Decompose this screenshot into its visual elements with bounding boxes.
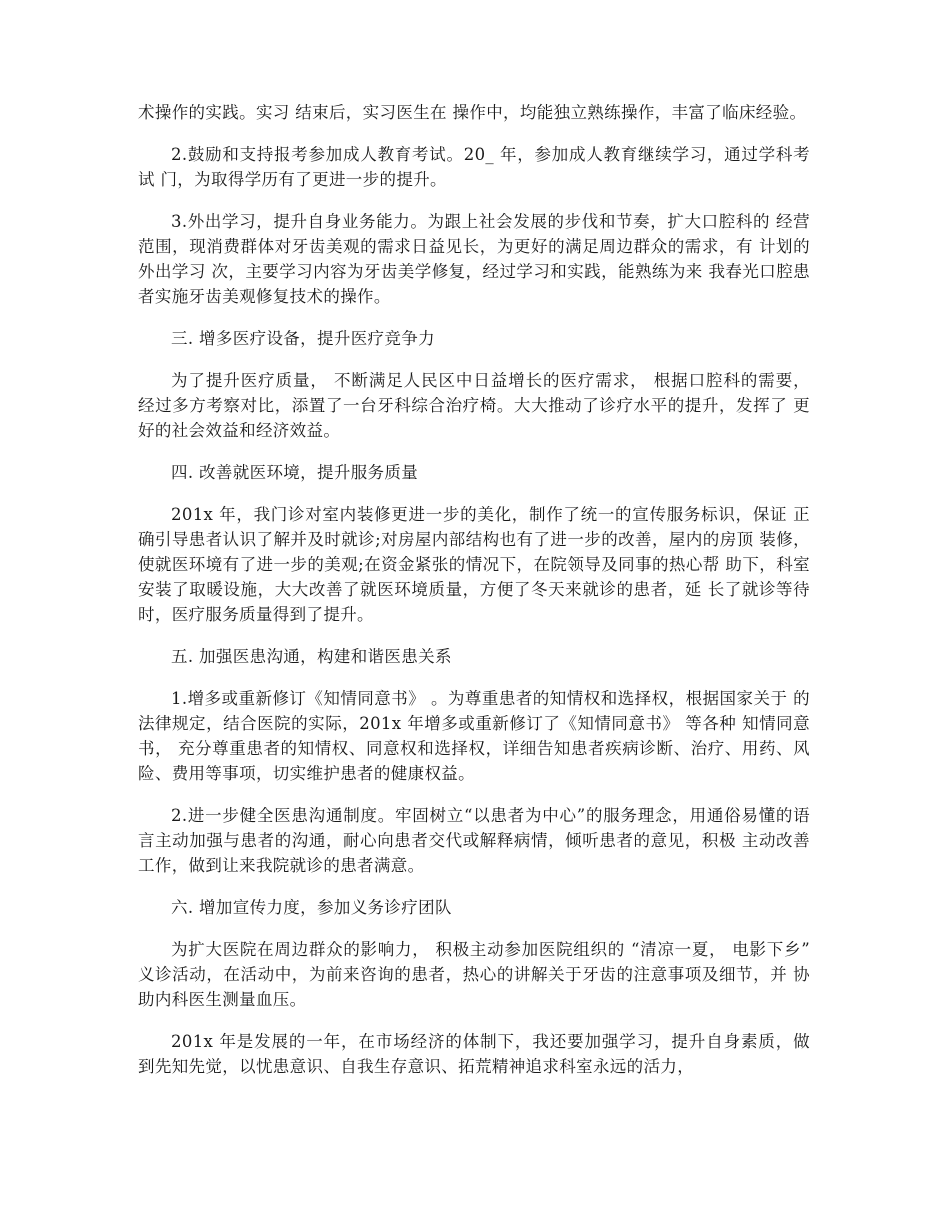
paragraph-communication-system: 2.进一步健全医患沟通制度。牢固树立“以患者为中心”的服务理念，用通俗易懂的语言主动加强与患者的沟通，耐心向患者交代或解释病情，倾听患者的意见，积极 主动改善工作，做到让来我院就诊的患者满意。 [138, 806, 810, 875]
section-heading-environment: 四. 改善就医环境，提升服务质量 [171, 463, 419, 482]
section-heading-publicity: 六. 增加宣传力度，参加义务诊疗团队 [171, 898, 452, 917]
paragraph-consent-forms: 1.增多或重新修订《知情同意书》 。为尊重患者的知情权和选择权，根据国家关于 的法律规定，结合医院的实际，201x 年增多或重新修订了《知情同意书》 等各种 知情同意书， 充分尊重患者的知情权、同意权和选择权，详细告知患者疾病诊断、治疗、用药、风险、费用等事项，切实维护患者的健康权益。 [138, 689, 810, 783]
paragraph-continuation: 术操作的实践。实习 结束后，实习医生在 操作中，均能独立熟练操作，丰富了临床经验。 [138, 103, 807, 122]
paragraph-volunteer-clinic: 为扩大医院在周边群众的影响力， 积极主动参加医院组织的 “清凉一夏， 电影下乡” 义诊活动，在活动中，为前来咨询的患者，热心的讲解关于牙齿的注意事项及细节，并 协助内科医生测量血压。 [138, 940, 810, 1009]
paragraph-adult-education: 2.鼓励和支持报考参加成人教育考试。20_ 年，参加成人教育继续学习，通过学科考试 门，为取得学历有了更进一步的提升。 [138, 145, 810, 189]
paragraph-outlook: 201x 年是发展的一年，在市场经济的体制下，我还要加强学习，提升自身素质，做 到先知先觉，以忧患意识、自我生存意识、拓荒精神追求科室永远的活力， [138, 1032, 810, 1076]
paragraph-external-study: 3.外出学习，提升自身业务能力。为跟上社会发展的步伐和节奏，扩大口腔科的 经营范围，现消费群体对牙齿美观的需求日益见长，为更好的满足周边群众的需求，有 计划的外出学习 次，主要学习内容为牙齿美学修复，经过学习和实践，能熟练为来 我春光口腔患者实施牙齿美观修复技术的操作。 [138, 212, 810, 306]
paragraph-environment: 201x 年，我门诊对室内装修更进一步的美化，制作了统一的宣传服务标识，保证 正确引导患者认识了解并及时就诊;对房屋内部结构也有了进一步的改善，屋内的房顶 装修，使就医环境有了进一步的美观;在资金紧张的情况下，在院领导及同事的热心帮 助下，科室安装了取暖设施，大大改善了就医环境质量，方便了冬天来就诊的患者，延 长了就诊等待时，医疗服务质量得到了提升。 [138, 505, 810, 624]
section-heading-equipment: 三. 增多医疗设备，提升医疗竞争力 [171, 329, 435, 348]
document-body [138, 100, 810, 1096]
section-heading-communication: 五. 加强医患沟通，构建和谐医患关系 [171, 647, 452, 666]
paragraph-equipment: 为了提升医疗质量， 不断满足人民区中日益增长的医疗需求， 根据口腔科的需要， 经过多方考察对比，添置了一台牙科综合治疗椅。大大推动了诊疗水平的提升，发挥了 更好的社会效益和经济效益。 [138, 371, 810, 440]
